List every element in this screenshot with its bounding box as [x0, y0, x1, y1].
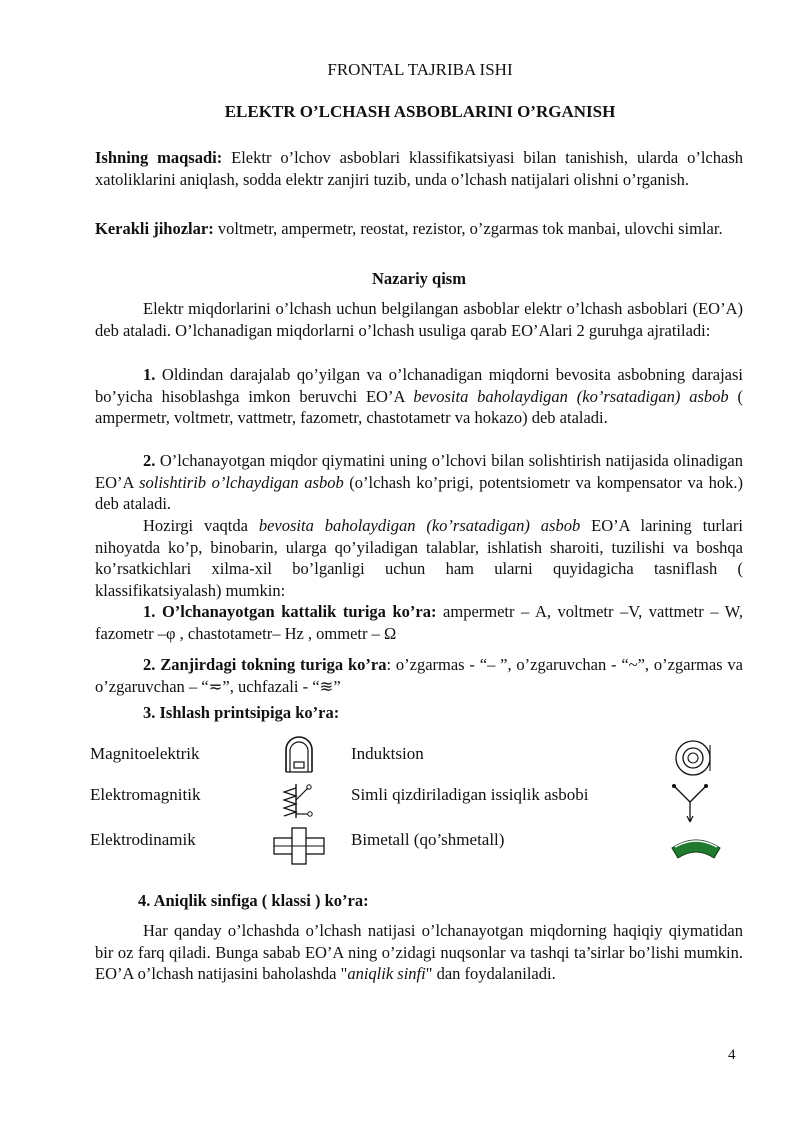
- principle-thermal: Simli qizdiriladigan issiqlik asbobi: [351, 785, 589, 804]
- emphasis: aniqlik sinfi: [347, 964, 426, 983]
- thermal-wire-icon: [670, 780, 710, 826]
- classification-label: 2. Zanjirdagi tokning turiga ko’ra: [143, 655, 387, 674]
- page-title: FRONTAL TAJRIBA ISHI: [327, 60, 513, 79]
- principle-induction: Induktsion: [351, 744, 424, 763]
- text: ampermetr – A, voltmetr –V, vattmetr – W, fazometr –φ , chastotametr– Hz , ommetr – Ω: [95, 602, 743, 643]
- classification-principle: [95, 702, 743, 724]
- aim-paragraph: [95, 147, 743, 190]
- induction-icon: [673, 737, 715, 779]
- classification-label: 1. O’lchanayotgan kattalik turiga ko’ra:: [143, 602, 437, 621]
- emphasis: bevosita baholaydigan (ko’rsatadigan) asbob: [413, 386, 729, 406]
- paragraph-classification: [95, 515, 743, 601]
- electrodynamic-icon: [272, 826, 326, 866]
- page-number: 4: [728, 1047, 736, 1063]
- electromagnetic-icon: [282, 780, 318, 822]
- classification-current-type: [95, 654, 743, 697]
- text: (o’lchash ko’prigi, potentsiometr va kompensator va hok.) deb ataladi.: [95, 472, 744, 513]
- theory-heading: [95, 268, 743, 290]
- paragraph-accuracy: [95, 920, 743, 985]
- equipment-paragraph: [95, 218, 743, 240]
- principle-bimetal: Bimetall (qo’shmetall): [351, 830, 505, 849]
- paragraph-direct-instrument: [95, 364, 743, 429]
- text: " dan foydalaniladi.: [425, 964, 556, 983]
- text: ( ampermetr, voltmetr, vattmetr, fazometr, chastotametr va hokazo) deb ataladi.: [95, 386, 743, 427]
- page-subtitle: ELEKTR O’LCHASH ASBOBLARINI O’RGANISH: [224, 102, 616, 121]
- item-number: 2.: [143, 451, 156, 470]
- classification-label: 3. Ishlash printsipiga ko’ra:: [143, 703, 340, 722]
- text: EO’A larining turlari nihoyatda ko’p, binobarin, ularga qo’yiladigan talablar, ishlatish sharoiti, tuzilishi va boshqa ko’rsatkichlari xilma-xil bo’lganligi uchun ham ularni quyidagicha tasniflash ( klassifikatsiyalash) mumkin:: [95, 516, 744, 600]
- classification-quantity: [95, 601, 743, 644]
- text: : o’zgarmas - “– ”, o’zgaruvchan - “~”, o’zgarmas va o’zgaruvchan – “≂”, uchfazali - “≋”: [95, 655, 743, 696]
- classification-label: 4. Aniqlik sinfiga ( klassi ) ko’ra:: [138, 891, 369, 910]
- text: Oldindan darajalab qo’yilgan va o’lchanadigan miqdorni bevosita asbobning darajasi bo’yicha hisoblashga imkon beruvchi EO’A: [95, 365, 743, 406]
- aim-text: Elektr o’lchov asboblari klassifikatsiyasi bilan tanishish, ularda o’lchash xatoliklarini aniqlash, sodda elektr zanjiri tuzib, unda o’lchash natijalari olishni o’rganish.: [95, 148, 743, 189]
- equipment-label: Kerakli jihozlar:: [95, 219, 214, 238]
- principle-electromagnetic: Elektromagnitik: [90, 785, 201, 804]
- principle-magnetoelectric: Magnitoelektrik: [90, 744, 200, 763]
- paragraph-comparison-instrument: [95, 450, 743, 515]
- equipment-text: voltmetr, ampermetr, reostat, rezistor, o’zgarmas tok manbai, ulovchi simlar.: [213, 219, 723, 238]
- magnetoelectric-icon: [282, 734, 316, 776]
- text: Hozirgi vaqtda: [143, 516, 259, 535]
- text: O’lchanayotgan miqdor qiymatini uning o’lchovi bilan solishtirish natijasida olinadigan EO’A: [95, 451, 743, 492]
- emphasis: solishtirib o’lchaydigan asbob: [139, 472, 344, 492]
- bimetal-icon: [670, 834, 722, 862]
- text: Har qanday o’lchashda o’lchash natijasi o’lchanayotgan miqdorning haqiqiy qiymatidan bir oz farq qiladi. Bunga sabab EO’A ning o’zidagi nuqsonlar va tashqi ta’sirlar bo’lishi mumkin. EO’A o’lchash natijasini baholashda ": [95, 921, 743, 983]
- emphasis: bevosita baholaydigan (ko’rsatadigan) asbob: [258, 516, 581, 535]
- classification-accuracy: [138, 890, 738, 912]
- paragraph-intro: Elektr miqdorlarini o’lchash uchun belgilangan asboblar elektr o’lchash asboblari (EO’A) deb ataladi. O’lchanadigan miqdorlarni o’lchash usuliga qarab EO’Alari 2 guruhga ajratiladi:: [95, 299, 743, 340]
- theory-heading-text: Nazariy qism: [372, 269, 466, 288]
- item-number: 1.: [143, 365, 156, 384]
- principle-electrodynamic: Elektrodinamik: [90, 830, 196, 849]
- aim-label: Ishning maqsadi:: [95, 148, 223, 167]
